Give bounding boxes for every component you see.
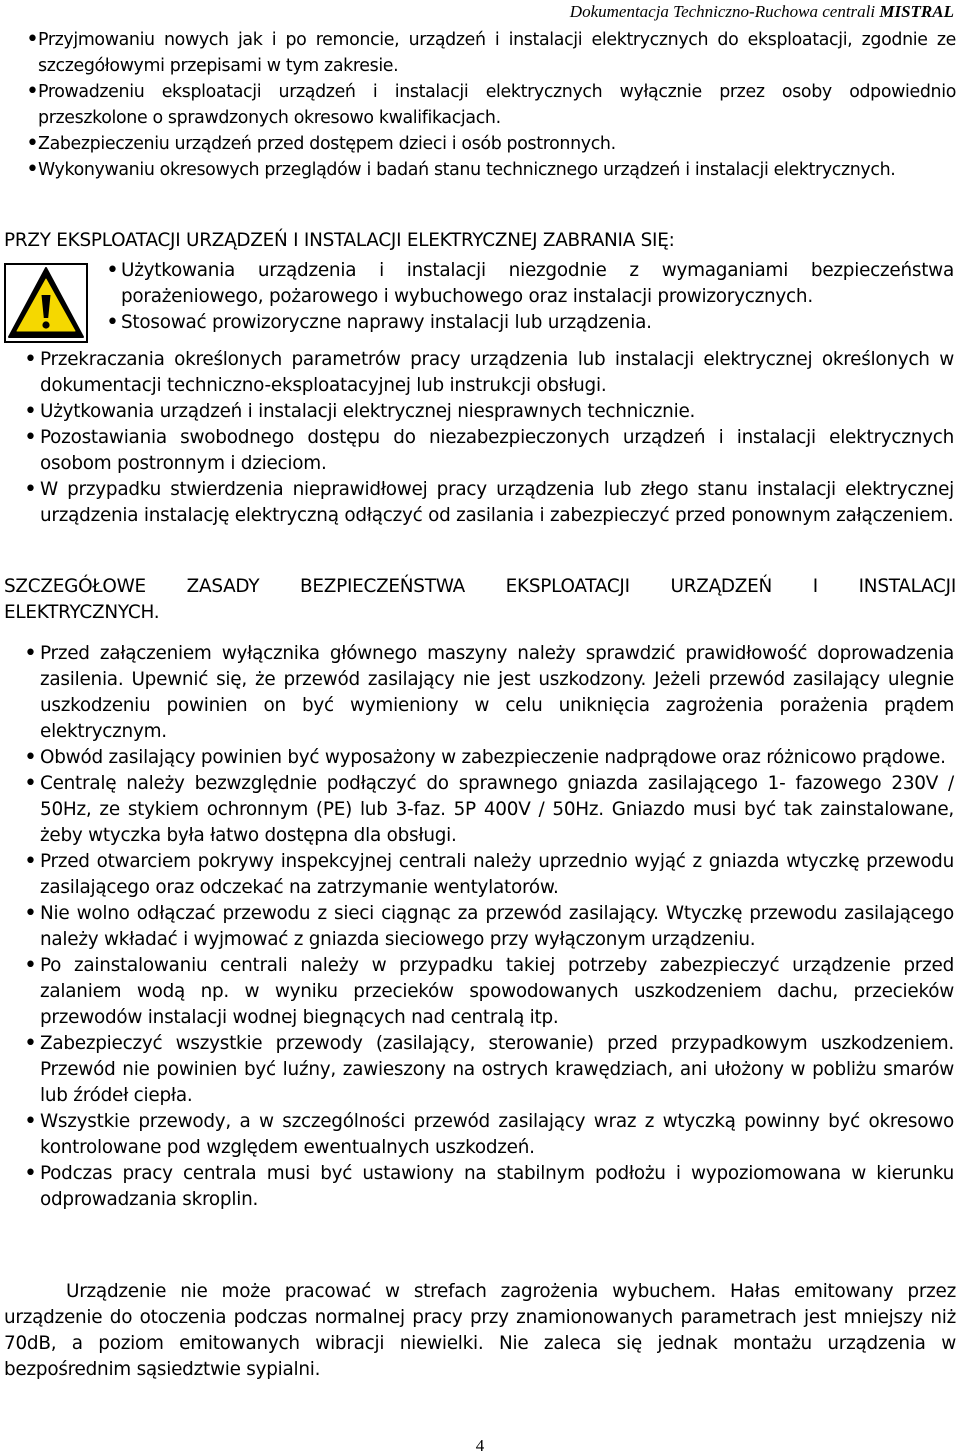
list-item: • Obwód zasilający powinien być wyposażony w zabezpieczenie nadprądowe oraz różnicowo prądowe. (0, 745, 956, 771)
list-item: • Stosować prowizoryczne naprawy instalacji lub urządzenia. (104, 310, 956, 336)
forbidden-rules-list (0, 347, 956, 529)
forbidden-section-heading: PRZY EKSPLOATACJI URZĄDZEŃ I INSTALACJI ELEKTRYCZNEJ ZABRANIA SIĘ: (4, 230, 675, 251)
list-item: • Przed załączeniem wyłącznika głównego maszyny należy sprawdzić prawidłowość doprowadzenia zasilenia. Upewnić się, że przewód zasilający nie jest uszkodzony. Jeżeli przewód zasilający ulegnie uszkodzeniu powinien on być wymieniony w celu uniknięcia zagrożenia porażenia prądem elektrycznym. (0, 641, 956, 745)
list-item: • Przekraczania określonych parametrów pracy urządzenia lub instalacji elektrycznej określonych w dokumentacji techniczno-eksploatacyjnej lub instrukcji obsługi. (0, 347, 956, 399)
list-item: • W przypadku stwierdzenia nieprawidłowej pracy urządzenia lub złego stanu instalacji elektrycznej urządzenia instalację elektryczną odłączyć od zasilania i zabezpieczyć przed ponownym załączeniem. (0, 477, 956, 529)
list-item: • Wykonywaniu okresowych przeglądów i badań stanu technicznego urządzeń i instalacji elektrycznych. (0, 157, 958, 183)
list-item: • Przyjmowaniu nowych jak i po remoncie, urządzeń i instalacji elektrycznych do eksploatacji, zgodnie ze szczegółowymi przepisami w tym zakresie. (0, 27, 958, 79)
list-item: • Pozostawiania swobodnego dostępu do niezabezpieczonych urządzeń i instalacji elektrycznych osobom postronnym i dzieciom. (0, 425, 956, 477)
detail-rules-list (0, 641, 956, 1213)
list-item: • Po zainstalowaniu centrali należy w przypadku takiej potrzeby zabezpieczyć urządzenie przed zalaniem wodą np. w wyniku przecieków spowodowanych uszkodzeniem dachu, przecieków przewodów instalacji wodnej biegnących nad centralą itp. (0, 953, 956, 1031)
list-item: • Centralę należy bezwzględnie podłączyć do sprawnego gniazda zasilającego 1- fazowego 230V / 50Hz, ze stykiem ochronnym (PE) lub 3-faz. 5P 400V / 50Hz. Gniazdo musi być tak zainstalowane, żeby wtyczka była łatwo dostępna dla obsługi. (0, 771, 956, 849)
operation-rules-list (0, 27, 958, 183)
list-item: • Prowadzeniu eksploatacji urządzeń i instalacji elektrycznych wyłącznie przez osoby odpowiednio przeszkolone o sprawdzonych okresowo kwalifikacjach. (0, 79, 958, 131)
warning-triangle-icon (6, 265, 86, 341)
list-item: • Użytkowania urządzeń i instalacji elektrycznej niesprawnych technicznie. (0, 399, 956, 425)
running-header (570, 2, 954, 22)
list-item: • Przed otwarciem pokrywy inspekcyjnej centrali należy uprzednio wyjąć z gniazda wtyczkę przewodu zasilającego oraz odczekać na zatrzymanie wentylatorów. (0, 849, 956, 901)
list-item: • Nie wolno odłączać przewodu z sieci ciągnąc za przewód zasilający. Wtyczkę przewodu zasilającego należy wkładać i wyjmować z gniazda sieciowego przy wyłączonym urządzeniu. (0, 901, 956, 953)
list-item: • Podczas pracy centrala musi być ustawiony na stabilnym podłożu i wypoziomowana w kierunku odprowadzania skroplin. (0, 1161, 956, 1213)
list-item: • Wszystkie przewody, a w szczególności przewód zasilający wraz z wtyczką powinny być okresowo kontrolowane pod względem ewentualnych uszkodzeń. (0, 1109, 956, 1161)
list-item: • Zabezpieczyć wszystkie przewody (zasilający, sterowanie) przed przypadkowym uszkodzeniem. Przewód nie powinien być luźny, zawieszony na ostrych krawędziach, ani ułożony w pobliżu smarów lub źródeł ciepła. (0, 1031, 956, 1109)
warning-sign (4, 263, 88, 343)
warning-rules-list (104, 258, 956, 336)
closing-paragraph: Urządzenie nie może pracować w strefach zagrożenia wybuchem. Hałas emitowany przez urządzenie do otoczenia podczas normalnej pracy przy znamionowanych parametrach jest mniejszy niż 70dB, a poziom emitowanych wibracji niewielki. Nie zaleca się jednak montażu urządzenia w bezpośrednim sąsiedztwie sypialni. (4, 1281, 956, 1380)
header-doc-title: Dokumentacja Techniczno-Ruchowa centrali (569, 2, 876, 21)
list-item: • Użytkowania urządzenia i instalacji niezgodnie z wymaganiami bezpieczeństwa porażeniowego, pożarowego i wybuchowego oraz instalacji prowizorycznych. (104, 258, 956, 310)
detail-section-heading (4, 574, 956, 626)
list-item: • Zabezpieczeniu urządzeń przed dostępem dzieci i osób postronnych. (0, 131, 958, 157)
detail-heading-line2: ELEKTRYCZNYCH. (4, 602, 160, 623)
header-brand: MISTRAL (879, 2, 954, 21)
detail-heading-line1: SZCZEGÓŁOWE ZASADY BEZPIECZEŃSTWA EKSPLOATACJI URZĄDZEŃ I INSTALACJI (4, 576, 956, 597)
page-number: 4 (475, 1436, 485, 1455)
